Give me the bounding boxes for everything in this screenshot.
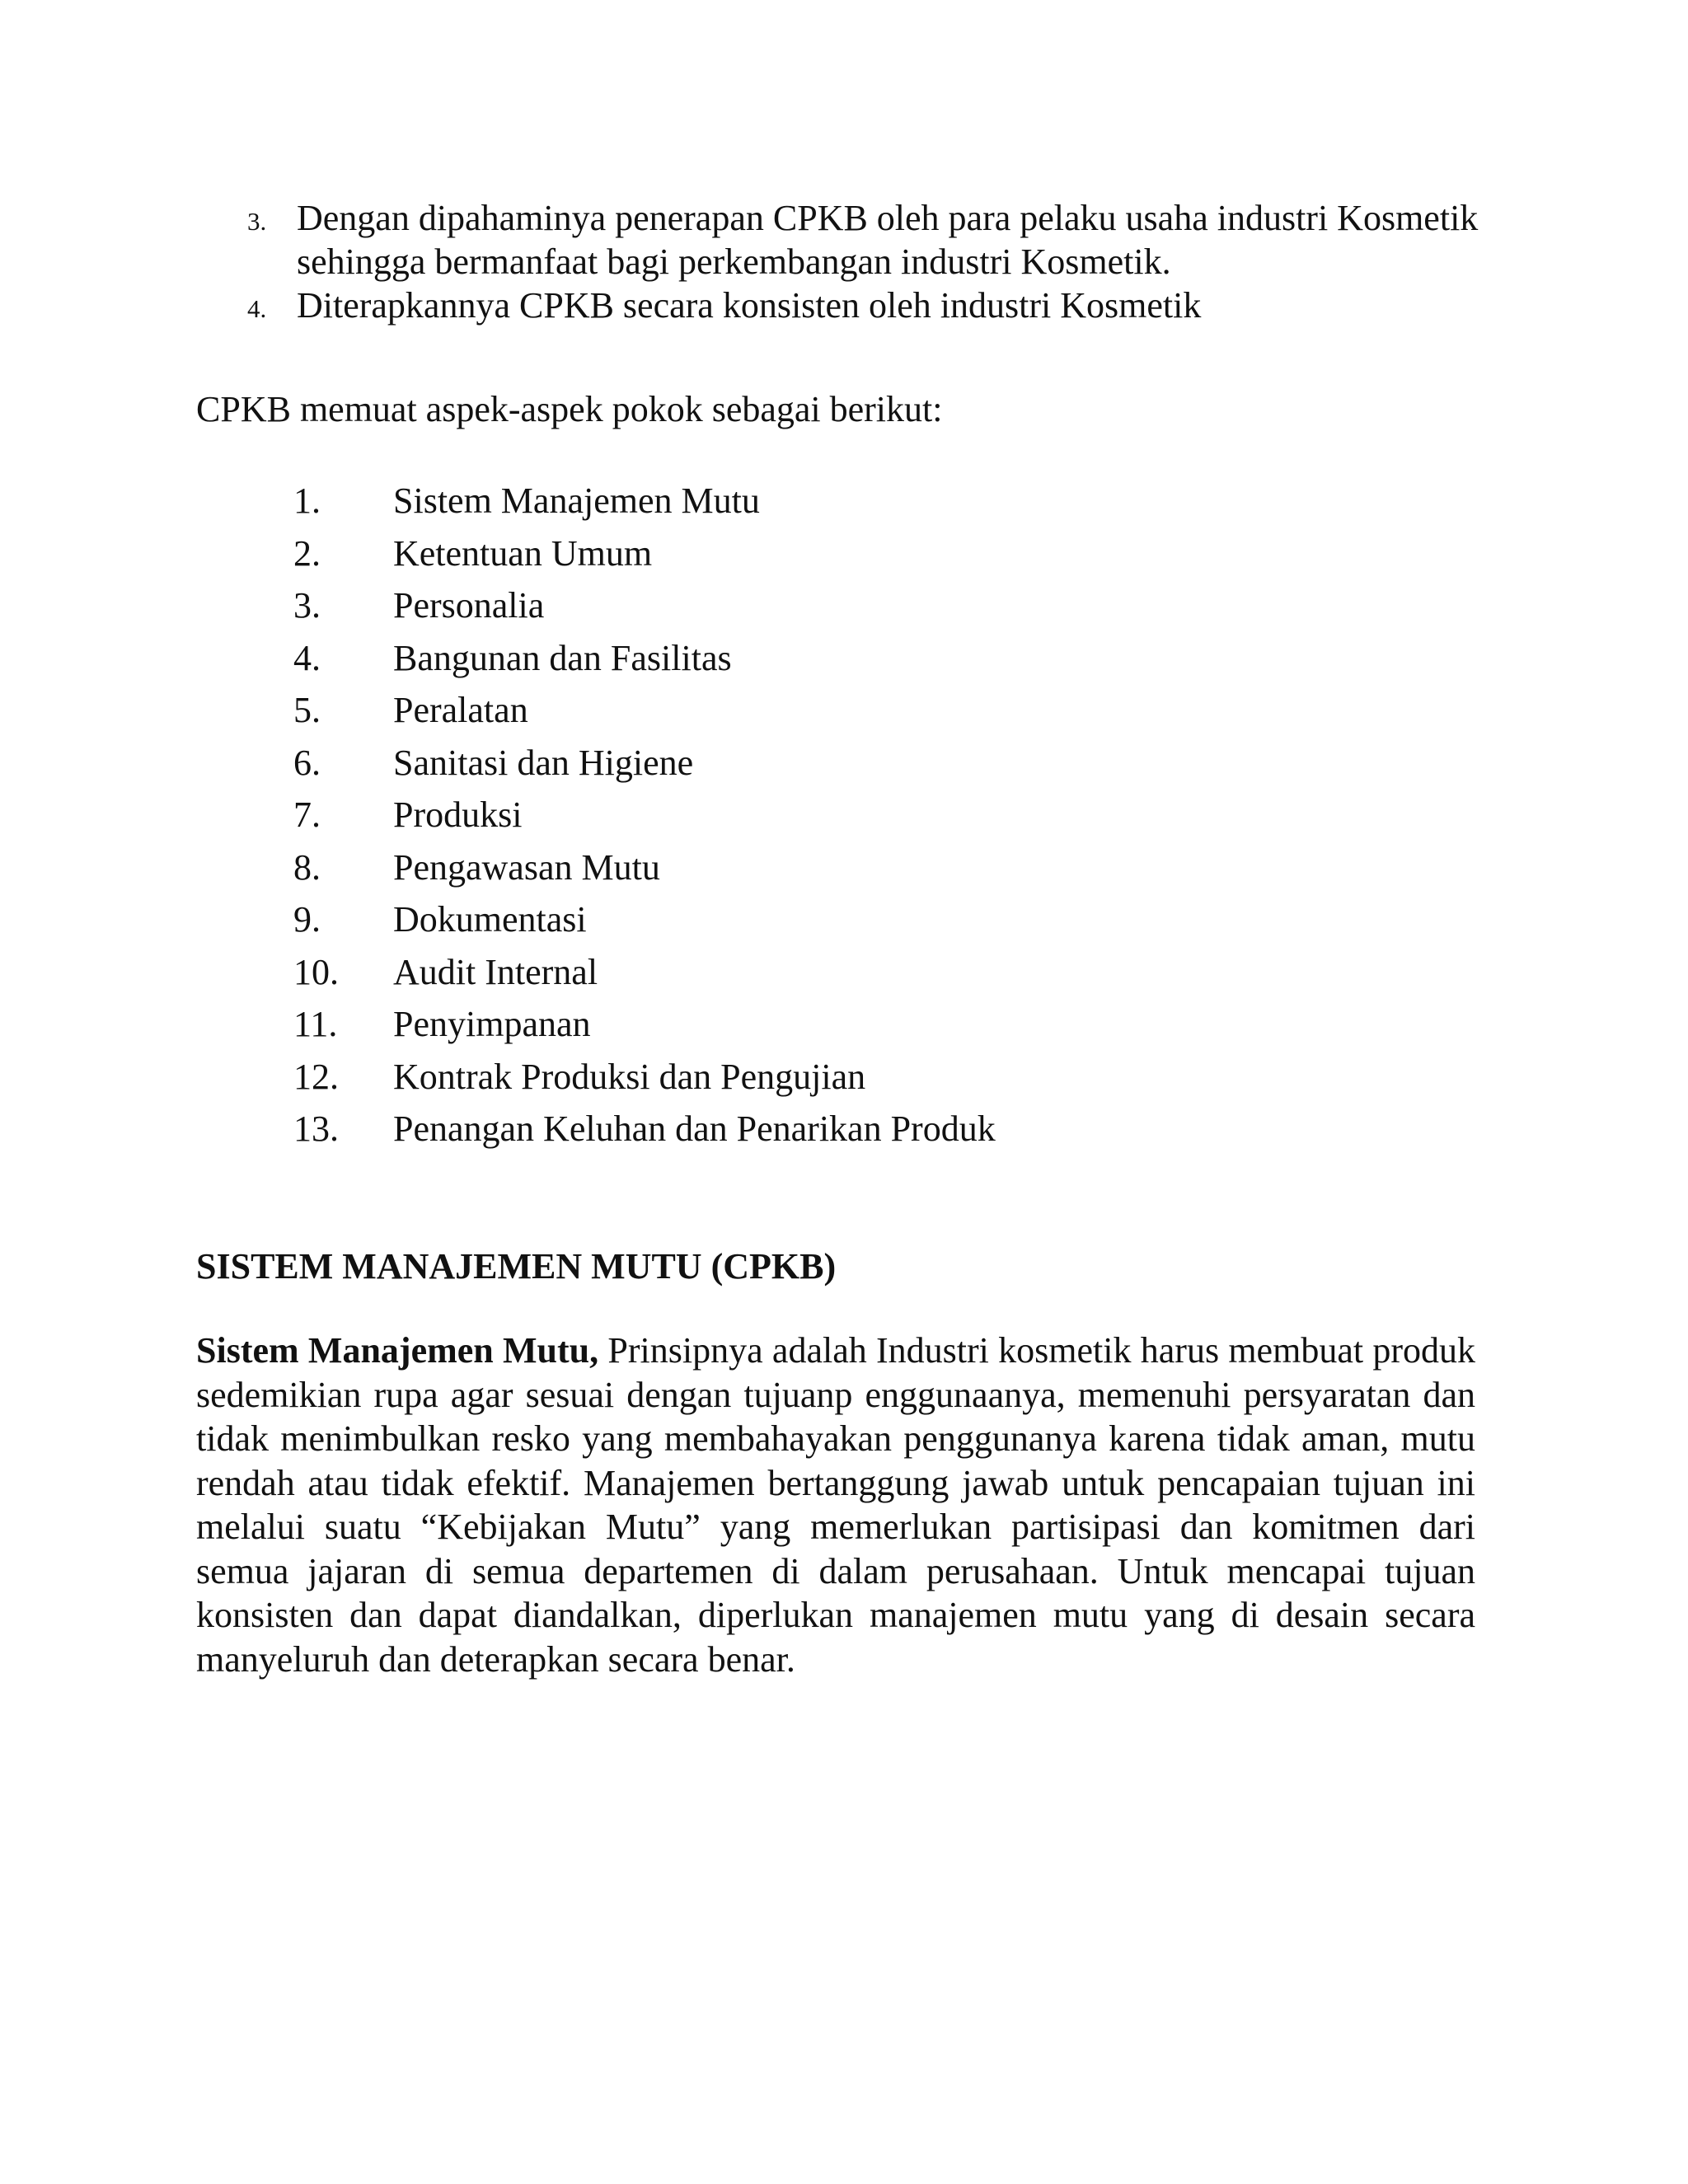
list-item-number: 7. xyxy=(293,794,321,835)
list-item-label: Ketentuan Umum xyxy=(393,532,653,574)
list-item-label: Dokumentasi xyxy=(393,899,587,940)
list-item-label: Sanitasi dan Higiene xyxy=(393,742,694,783)
list-item-number: 10. xyxy=(293,951,339,992)
list-item-label: Produksi xyxy=(393,794,523,835)
list-item-text: Dengan dipahaminya penerapan CPKB oleh para pelaku usaha industri Kosmetik sehingga bermanfaat bagi perkembangan industri Kosmetik. xyxy=(297,198,1479,282)
list-item xyxy=(0,475,1688,527)
list-item-label: Sistem Manajemen Mutu xyxy=(393,480,760,521)
list-item-label: Pengawasan Mutu xyxy=(393,846,660,888)
list-item xyxy=(0,684,1688,737)
list-item-number: 1. xyxy=(293,480,321,521)
list-item-label: Personalia xyxy=(393,585,545,626)
list-item xyxy=(0,527,1688,580)
list-item xyxy=(0,789,1688,841)
list-item-label: Audit Internal xyxy=(393,951,598,992)
list-item xyxy=(0,632,1688,685)
aspect-list xyxy=(0,475,1688,1155)
list-item-text: Diterapkannya CPKB secara konsisten oleh industri Kosmetik xyxy=(297,285,1202,326)
paragraph-lead: Sistem Manajemen Mutu, xyxy=(196,1330,599,1371)
list-item-label: Bangunan dan Fasilitas xyxy=(393,637,732,678)
list-item xyxy=(0,737,1688,790)
list-item xyxy=(0,1051,1688,1104)
body-paragraph xyxy=(196,1329,1475,1681)
list-item xyxy=(0,946,1688,999)
intro-sentence: CPKB memuat aspek-aspek pokok sebagai berikut: xyxy=(196,389,943,429)
list-item xyxy=(196,196,1515,284)
list-item-number: 4. xyxy=(293,637,321,678)
list-item-number: 3. xyxy=(247,207,267,236)
list-item-label: Penyimpanan xyxy=(393,1004,591,1044)
list-item xyxy=(0,1103,1688,1155)
list-item xyxy=(0,893,1688,946)
list-item-number: 8. xyxy=(293,846,321,888)
list-item-number: 2. xyxy=(293,532,321,574)
list-item xyxy=(196,284,1515,327)
list-item-label: Kontrak Produksi dan Pengujian xyxy=(393,1056,866,1097)
list-item-number: 3. xyxy=(293,585,321,626)
list-item-label: Peralatan xyxy=(393,690,528,730)
list-item xyxy=(0,579,1688,632)
list-item-number: 12. xyxy=(293,1056,339,1097)
list-item-number: 11. xyxy=(293,1004,338,1044)
list-item-number: 13. xyxy=(293,1108,339,1149)
list-item xyxy=(0,998,1688,1051)
list-item-number: 4. xyxy=(247,294,267,323)
paragraph-text: Prinsipnya adalah Industri kosmetik harus membuat produk sedemikian rupa agar sesuai dengan tujuanp enggunaanya, memenuhi persyaratan dan tidak menimbulkan resko yang membahayakan penggunanya karena tidak aman, mutu rendah atau tidak efektif. Manajemen bertanggung jawab untuk pencapaian tujuan ini melalui suatu “Kebijakan Mutu” yang memerlukan partisipasi dan komitmen dari semua jajaran di semua departemen di dalam perusahaan. Untuk mencapai tujuan konsisten dan dapat diandalkan, diperlukan manajemen mutu yang di desain secara manyeluruh dan deterapkan secara benar. xyxy=(196,1330,1475,1680)
list-item-number: 6. xyxy=(293,742,321,783)
list-item-number: 5. xyxy=(293,690,321,730)
list-item-number: 9. xyxy=(293,899,321,940)
section-heading: SISTEM MANAJEMEN MUTU (CPKB) xyxy=(196,1246,837,1286)
list-item xyxy=(0,841,1688,894)
list-item-label: Penangan Keluhan dan Penarikan Produk xyxy=(393,1108,996,1149)
continued-objectives-list xyxy=(196,196,1515,327)
